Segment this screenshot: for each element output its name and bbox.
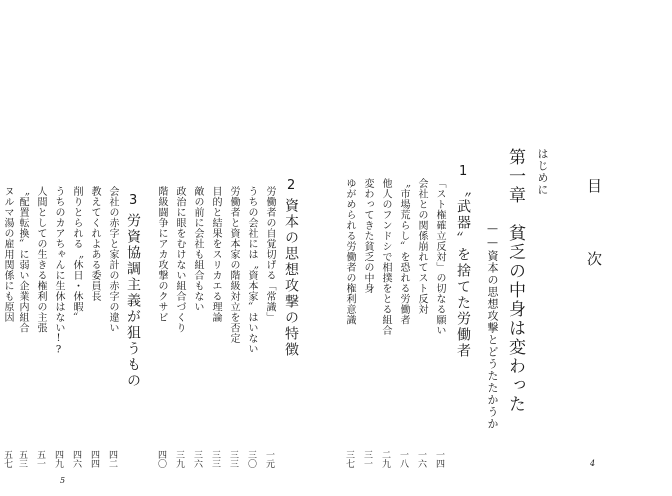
toc-entry[interactable]	[434, 178, 444, 470]
entry-text: 会社の赤字と家計の赤字の違い	[107, 186, 118, 333]
section-number: 1	[459, 164, 468, 179]
section-number: 3	[129, 193, 138, 208]
page-number: 四二	[107, 450, 117, 468]
page-number: 三三	[228, 450, 238, 468]
toc-entry[interactable]	[416, 178, 426, 315]
entry-text: 目的と結果をスリカエる理論	[210, 186, 221, 323]
entry-text: 政治に眼をむけない組合づくり	[174, 186, 185, 333]
toc-entry[interactable]	[35, 186, 45, 333]
toc-entry[interactable]	[89, 186, 99, 302]
page-number: 四四	[89, 450, 99, 468]
page-number: 二九	[380, 450, 390, 468]
toc-entry[interactable]	[192, 186, 202, 312]
entry-text: 削りとられる〝休日・休暇〟	[71, 186, 82, 323]
toc-entry[interactable]	[264, 186, 274, 323]
entry-text: 変わってきた貧乏の中身	[362, 178, 373, 294]
entry-text: 他人のフンドシで相撲をとる組合	[380, 178, 391, 336]
entry-text: 〝配置転換〟に弱い企業内組合	[17, 186, 28, 333]
toc-entry[interactable]	[362, 178, 372, 294]
page-number: 四〇	[156, 450, 166, 468]
toc-entry[interactable]	[2, 186, 12, 323]
toc-entry[interactable]	[380, 178, 390, 336]
entry-text: 「スト権確立反対」の切なる願い	[434, 178, 445, 336]
toc-entry[interactable]	[17, 186, 27, 333]
folio-left: 5	[60, 476, 66, 485]
toc-entry[interactable]	[398, 178, 408, 325]
chapter-subtitle: ——資本の思想攻撃とどうたたかうか	[486, 222, 499, 430]
page-number: 三一	[362, 450, 372, 468]
page-number: 四九	[53, 450, 63, 468]
toc-entry[interactable]	[107, 186, 117, 333]
page-number: 五一	[35, 450, 45, 468]
entry-text: うちの会社には〝資本家〟はいない	[246, 186, 257, 354]
entry-text: うちのカアちゃんに生休はない!?	[53, 186, 64, 356]
toc-entry[interactable]	[344, 178, 354, 325]
section-title: 労資協調主義が狙うもの	[125, 213, 141, 389]
entry-text: 敵の前に会社も組合もない	[192, 186, 203, 312]
page-number: 三七	[344, 450, 354, 468]
section-title: 資本の思想攻撃の特徴	[283, 198, 299, 358]
page-number: 三六	[192, 450, 202, 468]
entry-text: 〝市場荒らし〟を恐れる労働者	[398, 178, 409, 325]
entry-text: 会社との関係崩れてスト反対	[416, 178, 427, 315]
entry-text: 労働者と資本家の階級対立を否定	[228, 186, 239, 344]
toc-entry[interactable]	[174, 186, 184, 333]
entry-text: 階級闘争にアカ攻撃のクサビ	[156, 186, 167, 323]
page-number: 三九	[174, 450, 184, 468]
entry-text: 教えてくれよある委員長	[89, 186, 100, 302]
front-matter-label: はじめに	[536, 148, 549, 196]
section-title: 〝武器〟を捨てた労働者	[455, 183, 471, 359]
page-number: 三三	[210, 450, 220, 468]
page-number: 一八	[398, 450, 408, 468]
folio-right: 4	[590, 459, 596, 468]
toc-entry[interactable]	[53, 186, 63, 356]
page-number: 五七	[2, 450, 12, 468]
toc-entry[interactable]	[246, 186, 256, 354]
toc-entry[interactable]	[71, 186, 81, 323]
toc-entry[interactable]	[156, 186, 166, 323]
entry-text: 人間としての生きる権利の主張	[35, 186, 46, 333]
section-number: 2	[287, 178, 296, 193]
page-number: 一四	[434, 450, 444, 468]
page-number: 五三	[17, 450, 27, 468]
toc-heading: 目 次	[585, 178, 603, 286]
page-number: 一元	[264, 450, 274, 468]
entry-text: ゆがめられる労働者の権利意識	[344, 178, 355, 325]
toc-entry[interactable]	[210, 186, 220, 323]
page-number: 四六	[71, 450, 81, 468]
toc-entry[interactable]	[228, 186, 238, 344]
page-number: 三〇	[246, 450, 256, 468]
page-number: 一六	[416, 450, 426, 468]
entry-text: ヌルマ湯の雇用関係にも原因	[2, 186, 13, 323]
chapter-title: 第一章 貧乏の中身は変わった	[505, 148, 525, 414]
entry-text: 労働者の自覚切げる「常識」	[264, 186, 275, 323]
